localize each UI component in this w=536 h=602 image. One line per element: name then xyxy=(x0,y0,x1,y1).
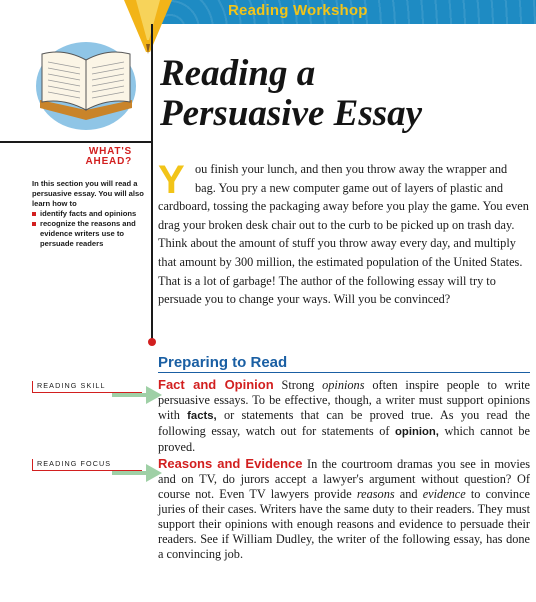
fact-opinion-heading: Fact and Opinion xyxy=(158,377,274,392)
sidebar-bullet: recognize the reasons and evidence writers use to persuade readers xyxy=(32,219,144,249)
sidebar-bullet: identify facts and opinions xyxy=(32,209,144,219)
banner-title: Reading Workshop xyxy=(228,2,368,19)
text-run: or statements that can be proved true. As you read the following essay, watch out for statements of xyxy=(158,408,531,438)
title-line-2: Persuasive Essay xyxy=(160,93,423,134)
whats-ahead-box xyxy=(32,179,144,249)
preparing-heading: Preparing to Read xyxy=(158,354,288,371)
intro-text: ou finish your lunch, and then you throw away the wrapper and bag. You pry a new computer game out of layers of plastic and cardboard, tossing the packaging away before you play the game. You even drag your broken desk chair out to the curb to be picked up on trash day. Think about the amount of stuff you throw away every day, and multiply that amount by 300 million, the estimated population of the United States. That is a lot of garbage! The author of the following essay will try to persuade you to change your ways. Will you be convinced? xyxy=(158,162,529,307)
text-run: Strong xyxy=(273,378,323,392)
key-term: facts, xyxy=(187,410,217,422)
arrow-icon xyxy=(112,462,162,484)
rule-end-dot xyxy=(148,338,156,346)
text-run: often inspire people to write persuasive essays. To be effective, though, a writer must support opinions with xyxy=(158,378,530,422)
text-run: which cannot be proved. xyxy=(158,424,530,454)
intro-paragraph xyxy=(158,160,530,309)
reasons-evidence-paragraph xyxy=(158,456,530,562)
sidebar-top-rule xyxy=(0,141,153,143)
reasons-evidence-heading: Reasons and Evidence xyxy=(158,456,303,471)
sidebar-intro: In this section you will read a persuasive essay. You will also learn how to xyxy=(32,179,144,208)
reading-skill-label: READING SKILL xyxy=(32,381,142,393)
drop-cap: Y xyxy=(158,158,185,202)
fact-opinion-paragraph xyxy=(158,377,530,455)
vertical-rule xyxy=(151,24,153,342)
sidebar-list xyxy=(32,209,144,249)
arrow-icon xyxy=(112,384,162,406)
emphasis-text: evidence xyxy=(422,487,466,501)
whats-ahead-heading xyxy=(32,147,132,167)
text-run: and xyxy=(394,487,423,501)
page-title xyxy=(160,54,530,134)
reading-focus-label: READING FOCUS xyxy=(32,459,142,471)
preparing-rule xyxy=(158,372,530,373)
open-book-icon xyxy=(28,30,146,134)
text-run: In the courtroom dramas you see in movies and on TV, do jurors accept a lawyer's argument without question? Of course not. Even TV lawyers provide xyxy=(158,457,530,501)
emphasis-text: reasons xyxy=(356,487,395,501)
key-term: opinion, xyxy=(395,426,439,438)
emphasis-text: opinions xyxy=(322,378,365,392)
text-run: to convince juries of their cases. Writers have the same duty to their readers. They must support their opinions with enough reasons and evidence to persuade their readers. See if William Dudley, the writer of the following essay, has done a convincing job. xyxy=(158,487,530,561)
title-line-1: Reading a xyxy=(160,53,316,94)
whats-ahead-line-2: AHEAD? xyxy=(85,156,132,167)
whats-ahead-line-1: WHAT'S xyxy=(88,146,132,157)
